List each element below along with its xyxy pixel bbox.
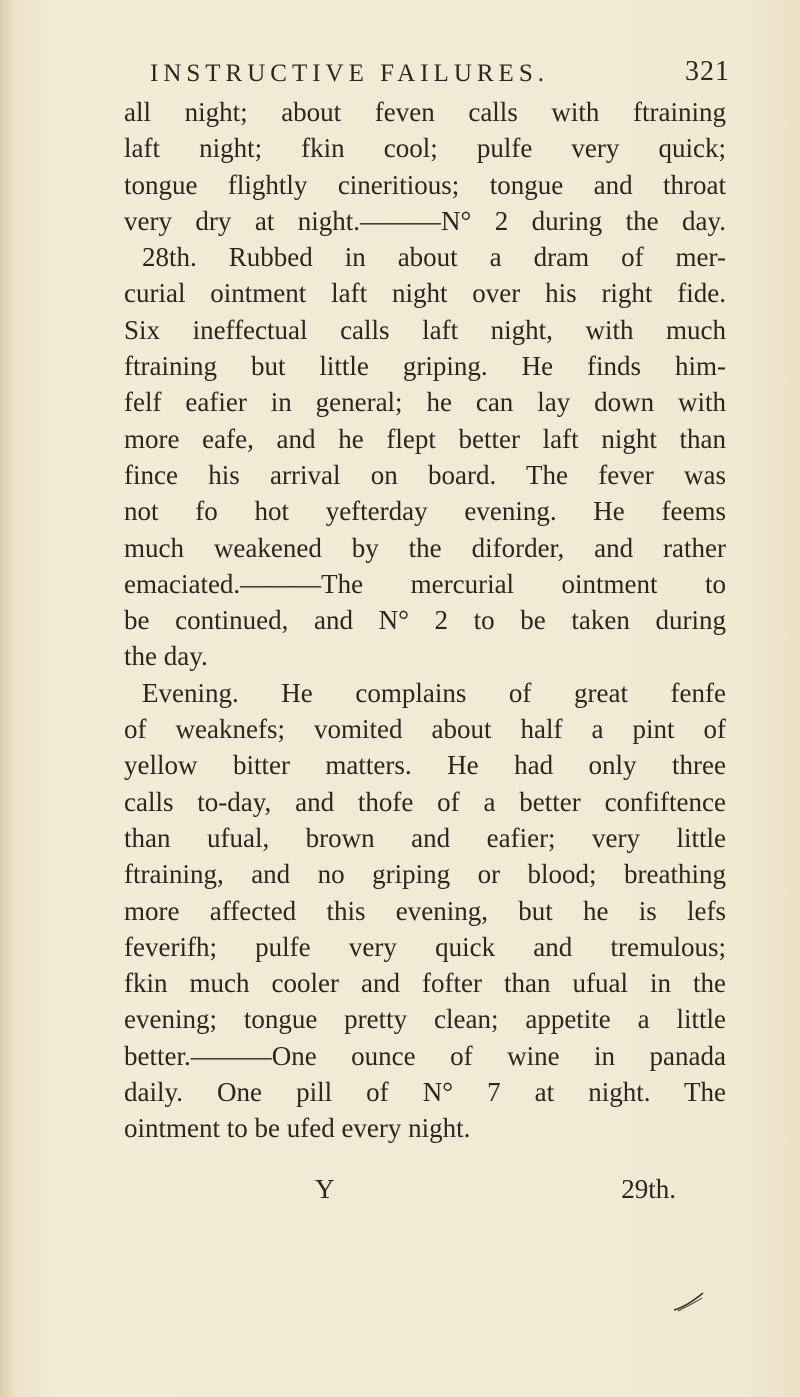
text-line: of weaknefs; vomited about half a pint of [124, 714, 726, 745]
text-line: calls to-day, and thofe of a better confiftence [124, 786, 726, 817]
text-line: be continued, and N° 2 to be taken during [124, 605, 726, 636]
page-body [124, 94, 726, 1147]
text-line: daily. One pill of N° 7 at night. The [124, 1077, 726, 1108]
text-line: more affected this evening, but he is lefs [124, 895, 726, 926]
text-line: more eafe, and he flept better laft night than [124, 423, 726, 454]
text-line: ointment to be ufed every night. [124, 1113, 471, 1144]
catchword: 29th. [621, 1174, 676, 1204]
text-line: all night; about feven calls with ftraining [124, 97, 726, 127]
text-line: Six ineffectual calls laft night, with much [124, 314, 726, 345]
text-line: felf eafier in general; he can lay down with [124, 387, 726, 418]
text-line: very dry at night.———N° 2 during the day. [124, 205, 726, 236]
text-line: curial ointment laft night over his right fide. [124, 278, 726, 309]
text-line: much weakened by the diforder, and rather [124, 532, 726, 563]
text-line: than ufual, brown and eafier; very little [124, 822, 726, 853]
page-footer [124, 1174, 676, 1210]
running-header [150, 56, 730, 96]
text-line: Evening. He complains of great fenfe [142, 677, 726, 708]
text-line: ftraining but little griping. He finds him- [124, 351, 726, 382]
page-number: 321 [685, 56, 730, 87]
text-line: the day. [124, 641, 208, 672]
text-line: 28th. Rubbed in about a dram of mer- [142, 242, 726, 273]
text-line: ftraining, and no griping or blood; breathing [124, 859, 726, 890]
signature-mark: Y [315, 1174, 335, 1204]
text-line: not fo hot yefterday evening. He feems [124, 496, 726, 527]
text-line: yellow bitter matters. He had only three [124, 750, 726, 781]
running-title: INSTRUCTIVE FAILURES. [150, 60, 549, 87]
text-line: better.———One ounce of wine in panada [124, 1040, 726, 1071]
text-line: fkin much cooler and fofter than ufual in the [124, 968, 726, 999]
text-line: feverifh; pulfe very quick and tremulous; [124, 931, 726, 962]
text-line: emaciated.———The mercurial ointment to [124, 568, 726, 599]
text-line: laft night; fkin cool; pulfe very quick; [124, 133, 726, 164]
ink-mark-icon [672, 1290, 706, 1314]
text-line: tongue flightly cineritious; tongue and throat [124, 169, 726, 200]
text-line: fince his arrival on board. The fever was [124, 459, 726, 490]
text-line: evening; tongue pretty clean; appetite a little [124, 1004, 726, 1035]
